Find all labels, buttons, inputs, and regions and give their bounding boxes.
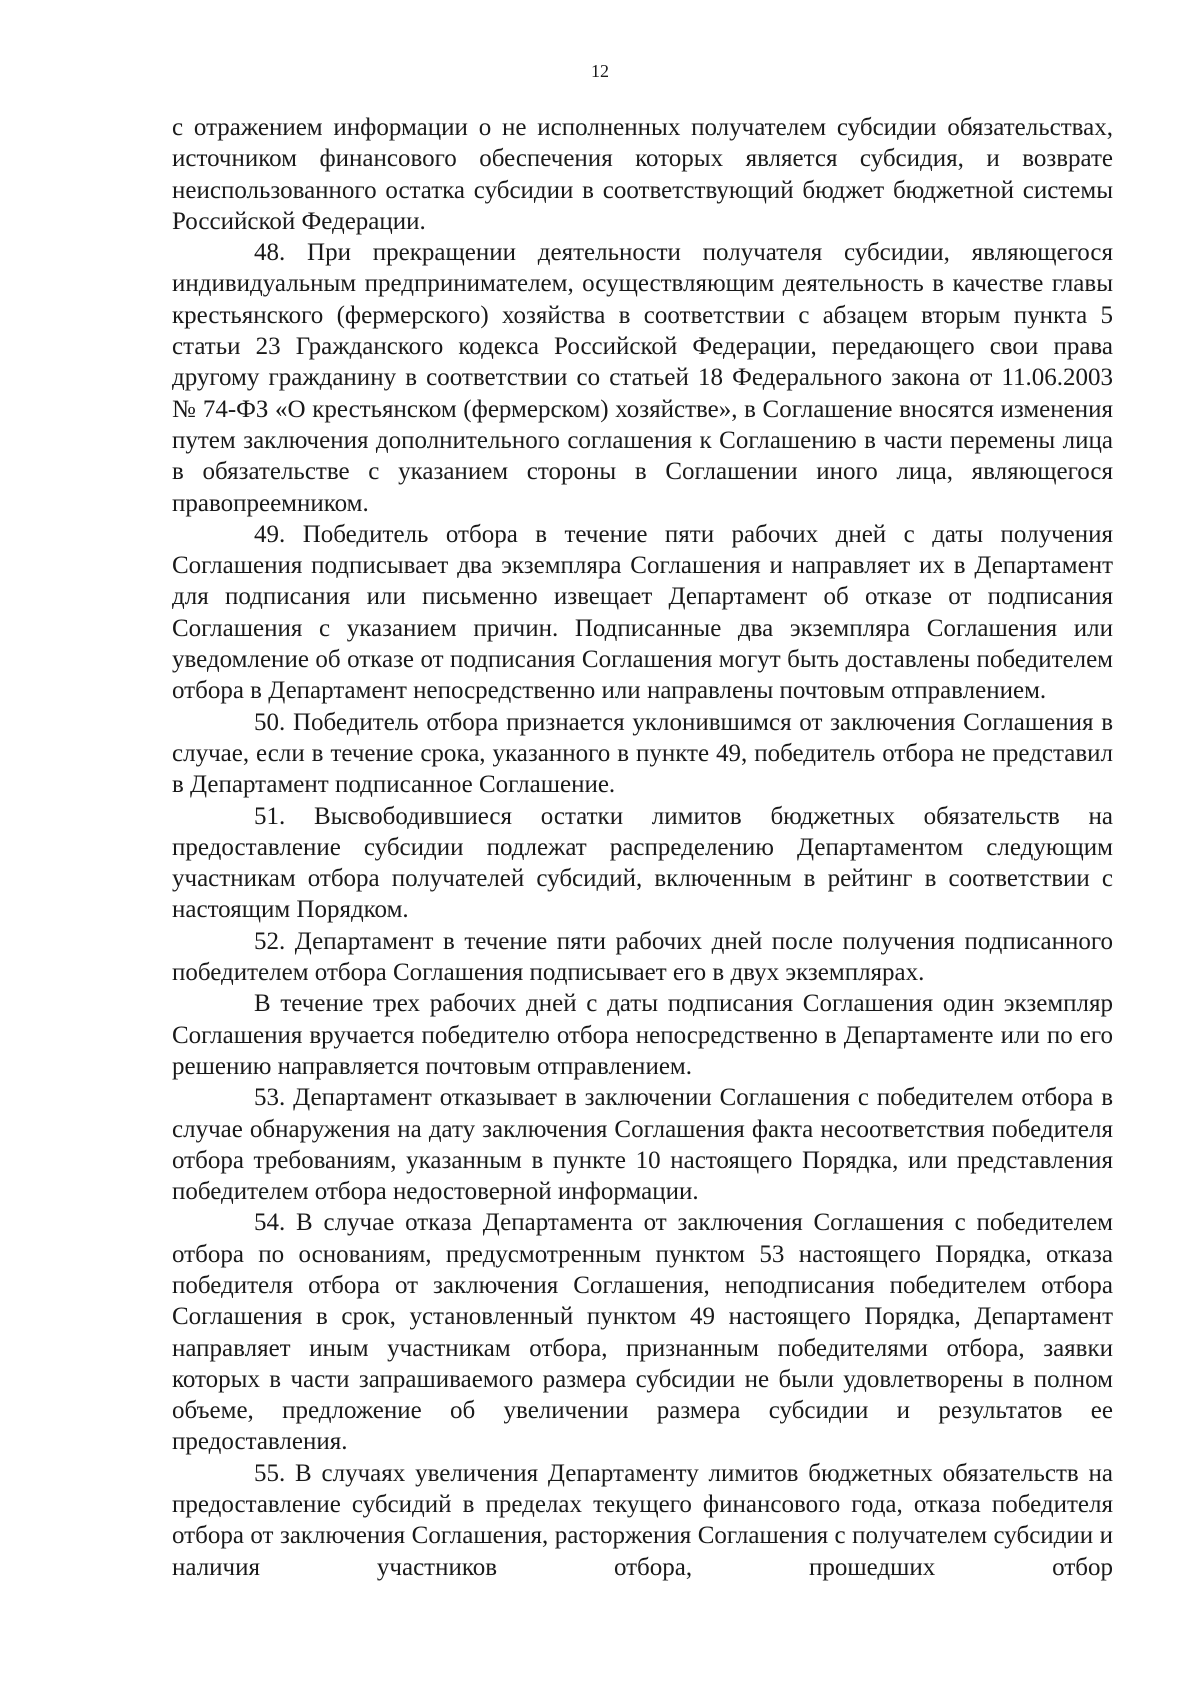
paragraph-53: 53. Департамент отказывает в заключении Соглашения с победителем отбора в случае обнаружения на дату заключения Соглашения факта несоответствия победителя отбора требованиям, указанным в пункте 10 настоящего Порядка, или представления победителем отбора недостоверной информации. — [172, 1084, 1113, 1206]
paragraph-52: 52. Департамент в течение пяти рабочих дней после получения подписанного победителем отбора Соглашения подписывает его в двух экземплярах. — [172, 927, 1113, 987]
paragraph-continuation: с отражением информации о не исполненных получателем субсидии обязательствах, источником финансового обеспечения которых является субсидия, и возврате неиспользованного остатка субсидии в соответствующий бюджет бюджетной системы Российской Федерации. — [172, 114, 1113, 235]
paragraph-52-part-2: В течение трех рабочих дней с даты подписания Соглашения один экземпляр Соглашения вручается победителю отбора непосредственно в Департаменте или по его решению направляется почтовым отправлением. — [172, 990, 1113, 1080]
paragraph-51: 51. Высвободившиеся остатки лимитов бюджетных обязательств на предоставление субсидии подлежат распределению Департаментом следующим участникам отбора получателей субсидий, включенным в рейтинг в соответствии с настоящим Порядком. — [172, 802, 1113, 924]
paragraph-49: 49. Победитель отбора в течение пяти рабочих дней с даты получения Соглашения подписывает два экземпляра Соглашения и направляет их в Департамент для подписания или письменно извещает Департамент об отказе от подписания Соглашения с указанием причин. Подписанные два экземпляра Соглашения или уведомление об отказе от подписания Соглашения могут быть доставлены победителем отбора в Департамент непосредственно или направлены почтовым отправлением. — [172, 520, 1113, 705]
page-number: 12 — [591, 61, 609, 81]
paragraph-48: 48. При прекращении деятельности получателя субсидии, являющегося индивидуальным предпринимателем, осуществляющим деятельность в качестве главы крестьянского (фермерского) хозяйства в соответствии с абзацем вторым пункта 5 статьи 23 Гражданского кодекса Российской Федерации, передающего свои права другому гражданину в соответствии со статьей 18 Федерального закона от 11.06.2003 № 74-ФЗ «О крестьянском (фермерском) хозяйстве», в Соглашение вносятся изменения путем заключения дополнительного соглашения к Соглашению в части перемены лица в обязательстве с указанием стороны в Соглашении иного лица, являющегося правопреемником. — [172, 239, 1113, 517]
paragraph-54: 54. В случае отказа Департамента от заключения Соглашения с победителем отбора по основаниям, предусмотренным пунктом 53 настоящего Порядка, отказа победителя отбора от заключения Соглашения, неподписания победителем отбора Соглашения в срок, установленный пунктом 49 настоящего Порядка, Департамент направляет иным участникам отбора, признанным победителями отбора, заявки которых в части запрашиваемого размера субсидии не были удовлетворены в полном объеме, предложение об увеличении размера субсидии и результатов ее предоставления. — [172, 1209, 1113, 1456]
document-body — [172, 112, 1113, 1583]
paragraph-55: 55. В случаях увеличения Департаменту лимитов бюджетных обязательств на предоставление субсидий в пределах текущего финансового года, отказа победителя отбора от заключения Соглашения, расторжения Соглашения с получателем субсидии и наличия участников отбора, прошедших отбор — [172, 1459, 1113, 1581]
paragraph-50: 50. Победитель отбора признается уклонившимся от заключения Соглашения в случае, если в течение срока, указанного в пункте 49, победитель отбора не представил в Департамент подписанное Соглашение. — [172, 708, 1113, 799]
